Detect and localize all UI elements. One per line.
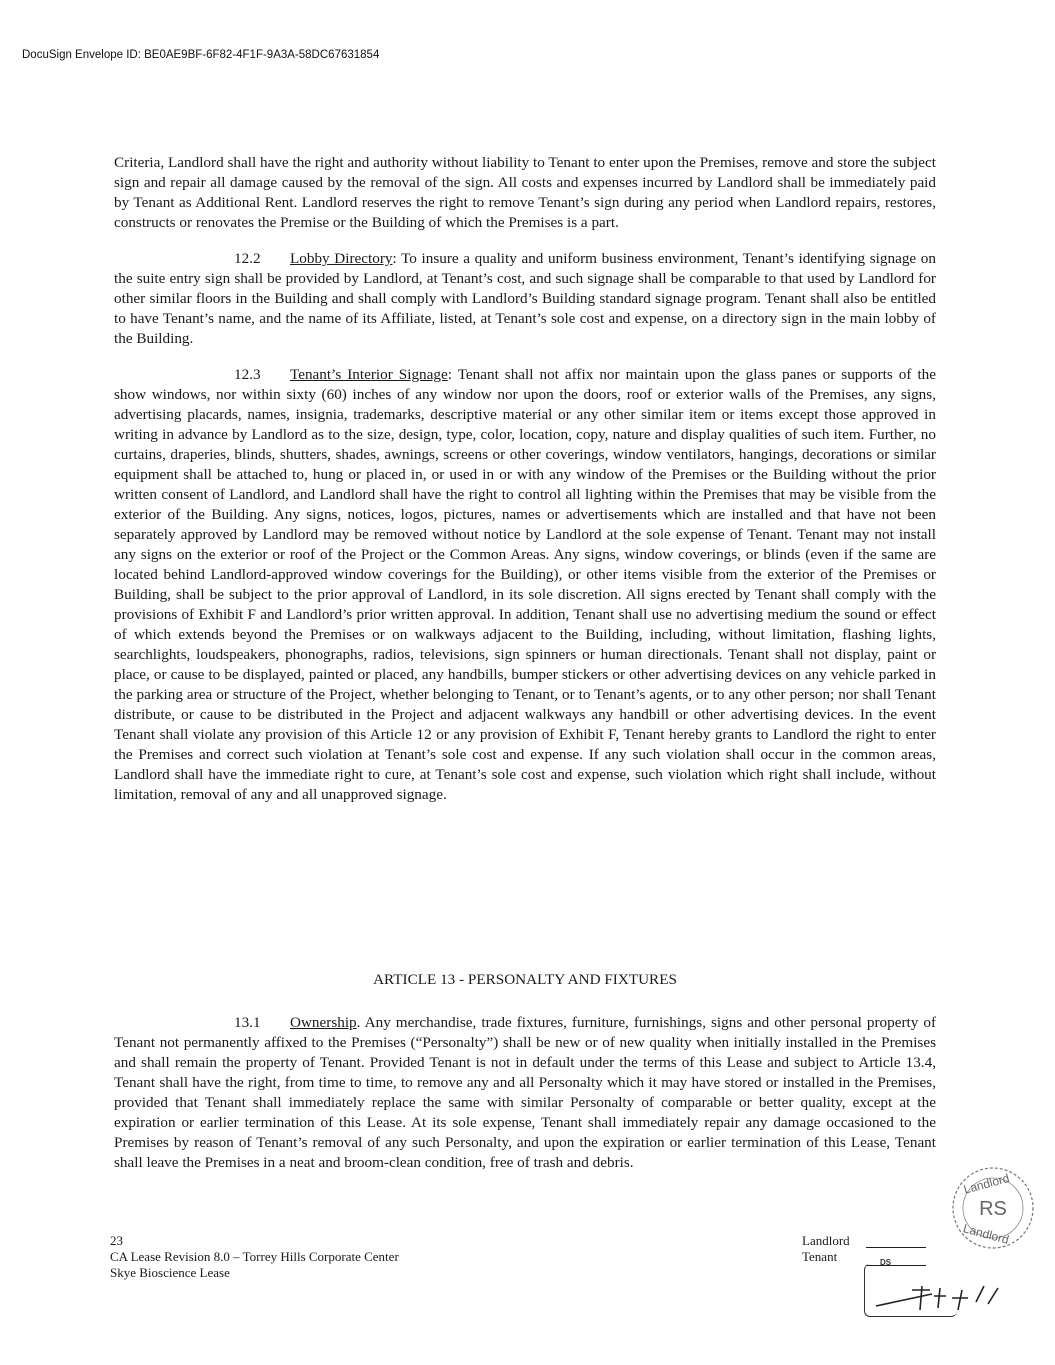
section-text: : To insure a quality and uniform business environment, Tenant’s identifying signage on the suite entry sign shall be provided by Landlord, at Tenant’s cost, and such signage shall be comparable to that used by Landlord for other similar floors in the Building and shall comply with Landlord’s Building standard signage program. Tenant shall also be entitled to have Tenant’s name, and the name of its Affiliate, listed, at Tenant’s sole cost and expense, on a directory sign in the main lobby of the Building. <box>114 250 936 347</box>
article-13-title: ARTICLE 13 - PERSONALTY AND FIXTURES <box>373 971 677 988</box>
tenant-label: Tenant <box>802 1249 838 1264</box>
footer-initials <box>802 1233 850 1265</box>
intro-paragraph: Criteria, Landlord shall have the right and authority without liability to Tenant to enter upon the Premises, remove and store the subject sign and repair all damage caused by the removal of the sign. All costs and expenses incurred by Landlord shall be immediately paid by Tenant as Additional Rent. Landlord reserves the right to remove Tenant’s sign during any period when Landlord repairs, restores, constructs or renovates the Premise or the Building of which the Premises is a part. <box>114 154 936 231</box>
footer-left <box>110 1233 399 1281</box>
section-12-3 <box>114 365 936 805</box>
lease-name: Skye Bioscience Lease <box>110 1265 230 1280</box>
section-number: 12.2 <box>234 250 261 267</box>
svg-text:Landlord: Landlord <box>962 1171 1011 1197</box>
section-text: . Any merchandise, trade fixtures, furniture, furnishings, signs and other personal property of Tenant not permanently affixed to the Premises (“Personalty”) shall be new or of new quality when initially installed in the Premises and shall remain the property of Tenant. Provided Tenant is not in default under the terms of this Lease and subject to Article 13.4, Tenant shall have the right, from time to time, to remove any and all Personalty which it may have stored or installed in the Premises, provided that Tenant shall immediately replace the same with similar Personalty of comparable or better quality, except at the expiration or earlier termination of this Lease. At its sole expense, Tenant shall immediately repair any damage occasioned to the Premises by reason of Tenant’s removal of any such Personalty, and upon the expiration or earlier termination of this Lease, Tenant shall leave the Premises in a neat and broom-clean condition, free of trash and debris. <box>114 1014 936 1171</box>
section-13-1 <box>114 1013 936 1173</box>
svg-text:RS: RS <box>979 1198 1007 1220</box>
section-heading: Lobby Directory <box>290 250 393 267</box>
section-heading: Ownership <box>290 1014 357 1031</box>
section-number: 13.1 <box>234 1014 261 1031</box>
svg-text:Landlord: Landlord <box>961 1221 1011 1247</box>
tenant-signature-icon <box>872 1276 1032 1316</box>
lease-revision: CA Lease Revision 8.0 – Torrey Hills Corporate Center <box>110 1249 399 1264</box>
landlord-label: Landlord <box>802 1233 850 1248</box>
docusign-envelope-id: DocuSign Envelope ID: BE0AE9BF-6F82-4F1F-9A3A-58DC67631854 <box>22 49 380 61</box>
page-number: 23 <box>110 1233 123 1248</box>
section-number: 12.3 <box>234 366 261 383</box>
landlord-seal-icon <box>948 1163 1038 1253</box>
docusign-ds-label: DS <box>880 1258 892 1267</box>
section-heading: Tenant’s Interior Signage <box>290 366 448 383</box>
section-12-2 <box>114 249 936 349</box>
landlord-initial-line <box>866 1247 926 1248</box>
document-body <box>114 153 936 821</box>
section-text: : Tenant shall not affix nor maintain upon the glass panes or supports of the show windows, nor within sixty (60) inches of any window nor upon the doors, roof or exterior walls of the Premises, any signs, advertising placards, names, insignia, trademarks, descriptive material or any other similar item or items except those approved in writing in advance by Landlord as to the size, design, type, color, location, copy, nature and display qualities of such item. Further, no curtains, draperies, blinds, shutters, shades, awnings, screens or other coverings, window ventilators, hangings, decorations or similar equipment shall be attached to, hung or placed in, or used in or with any window of the Premises or the Building without the prior written consent of Landlord, and Landlord shall have the right to control all lighting within the Premises that may be visible from the exterior of the Building. Any signs, notices, logos, pictures, names or advertisements which are installed and that have not been separately approved by Landlord may be removed without notice by Landlord at the sole expense of Tenant. Tenant may not install any signs on the exterior or roof of the Project or the Common Areas. Any signs, window coverings, or blinds (even if the same are located behind Landlord-approved window coverings for the Building), or other items visible from the exterior of the Premises or Building, shall be subject to the prior approval of Landlord, in its sole discretion. All signs erected by Tenant shall comply with the provisions of Exhibit F and Landlord’s prior written approval. In addition, Tenant shall use no advertising medium the sound or effect of which extends beyond the Premises or on walkways adjacent to the Building, including, without limitation, flashing lights, searchlights, loudspeakers, phonographs, radios, televisions, sign spinners or human directionals. Tenant shall not display, paint or place, or cause to be displayed, painted or placed, any handbills, bumper stickers or other advertising devices on any vehicle parked in the parking area or structure of the Project, whether belonging to Tenant, or to Tenant’s agents, or to any other person; nor shall Tenant distribute, or cause to be distributed in the Project and adjacent walkways any handbill or other advertising devices. In the event Tenant shall violate any provision of this Article 12 or any provision of Exhibit F, Tenant hereby grants to Landlord the right to enter the Premises and correct such violation at Tenant’s sole cost and expense. If any such violation shall occur in the common areas, Landlord shall have the immediate right to cure, at Tenant’s sole cost and expense, such violation which right shall include, without limitation, removal of any and all unapproved signage. <box>114 366 936 803</box>
